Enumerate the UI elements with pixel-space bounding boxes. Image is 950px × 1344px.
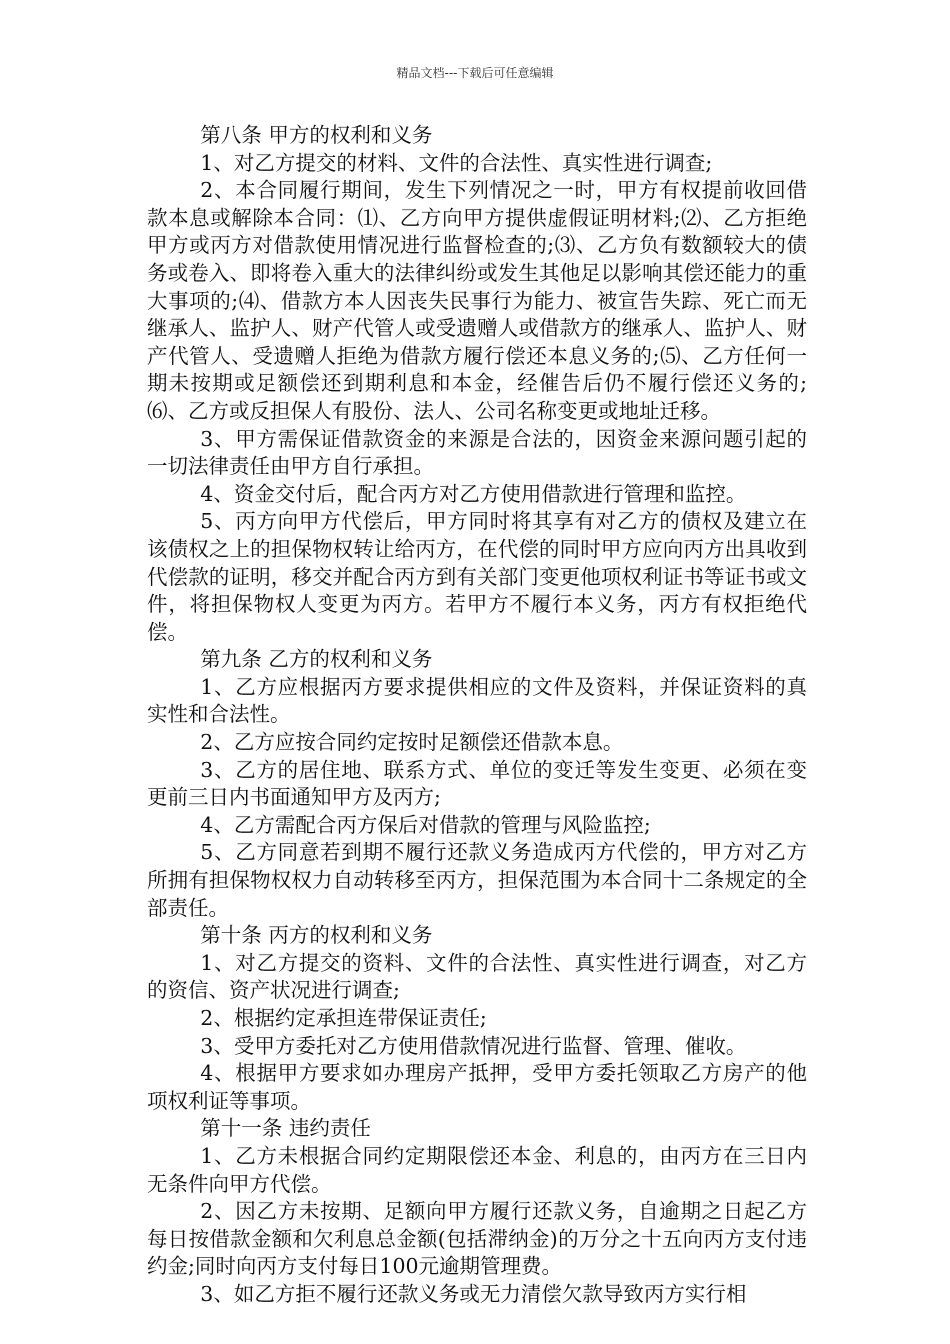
article-9-heading: 第九条 乙方的权利和义务 <box>200 647 433 672</box>
article-10-item-4: 4、根据甲方要求如办理房产抵押，受甲方委托领取乙方房产的他项权利证等事项。 <box>147 1061 807 1113</box>
article-9-item-4: 4、乙方需配合丙方保后对借款的管理与风险监控; <box>200 812 651 837</box>
article-8-item-1: 1、对乙方提交的材料、文件的合法性、真实性进行调查; <box>200 150 713 175</box>
article-8-item-5: 5、丙方向甲方代偿后，甲方同时将其享有对乙方的债权及建立在该债权之上的担保物权转让给丙方，在代偿的同时甲方应向丙方出具收到代偿款的证明，移交并配合丙方到有关部门变更他项权利证书等证书或文件，将担保物权人变更为丙方。若甲方不履行本义务，丙方有权拒绝代偿。 <box>147 509 807 644</box>
article-9-item-3: 3、乙方的居住地、联系方式、单位的变迁等发生变更、必须在变更前三日内书面通知甲方及丙方; <box>147 757 807 810</box>
article-10-item-3: 3、受甲方委托对乙方使用借款情况进行监督、管理、催收。 <box>200 1033 747 1058</box>
article-11-heading: 第十一条 违约责任 <box>200 1116 371 1141</box>
article-11-item-1: 1、乙方未根据合同约定期限偿还本金、利息的，由丙方在三日内无条件向甲方代偿。 <box>147 1143 807 1196</box>
article-10-item-2: 2、根据约定承担连带保证责任; <box>200 1006 487 1030</box>
page-header: 精品文档---下载后可任意编辑 <box>396 66 554 80</box>
article-8-item-2: 2、本合同履行期间，发生下列情况之一时，甲方有权提前收回借款本息或解除本合同：⑴、乙方向甲方提供虚假证明材料;⑵、乙方拒绝甲方或丙方对借款使用情况进行监督检查的;⑶、乙方负有数额较大的债务或卷入、即将卷入重大的法律纠纷或发生其他足以影响其偿还能力的重大事项的;⑷、借款方本人因丧失民事行为能力、被宣告失踪、死亡而无继承人、监护人、财产代管人或受遗赠人或借款方的继承人、监护人、财产代管人、受遗赠人拒绝为借款方履行偿还本息义务的;⑸、乙方任何一期未按期或足额偿还到期利息和本金，经催告后仍不履行偿还义务的;⑹、乙方或反担保人有股份、法人、公司名称变更或地址迁移。 <box>147 178 807 423</box>
document-body <box>147 122 807 1309</box>
article-8-item-4: 4、资金交付后，配合丙方对乙方使用借款进行管理和监控。 <box>200 481 747 506</box>
article-8-heading: 第八条 甲方的权利和义务 <box>200 123 433 147</box>
article-9-item-2: 2、乙方应按合同约定按时足额偿还借款本息。 <box>200 730 624 755</box>
article-9-item-5: 5、乙方同意若到期不履行还款义务造成丙方代偿的，甲方对乙方所拥有担保物权权力自动转移至丙方，担保范围为本合同十二条规定的全部责任。 <box>147 840 807 920</box>
article-10-item-1: 1、对乙方提交的资料、文件的合法性、真实性进行调查，对乙方的资信、资产状况进行调查; <box>147 950 807 1003</box>
article-9-item-1: 1、乙方应根据丙方要求提供相应的文件及资料，并保证资料的真实性和合法性。 <box>147 674 807 727</box>
article-11-item-3: 3、如乙方拒不履行还款义务或无力清偿欠款导致丙方实行相 <box>200 1281 747 1306</box>
article-10-heading: 第十条 丙方的权利和义务 <box>200 923 433 948</box>
article-8-item-3: 3、甲方需保证借款资金的来源是合法的，因资金来源问题引起的一切法律责任由甲方自行承担。 <box>147 426 807 479</box>
article-11-item-2: 2、因乙方未按期、足额向甲方履行还款义务，自逾期之日起乙方每日按借款金额和欠利息总金额(包括滞纳金)的万分之十五向丙方支付违约金;同时向丙方支付每日100元逾期管理费。 <box>147 1199 807 1279</box>
